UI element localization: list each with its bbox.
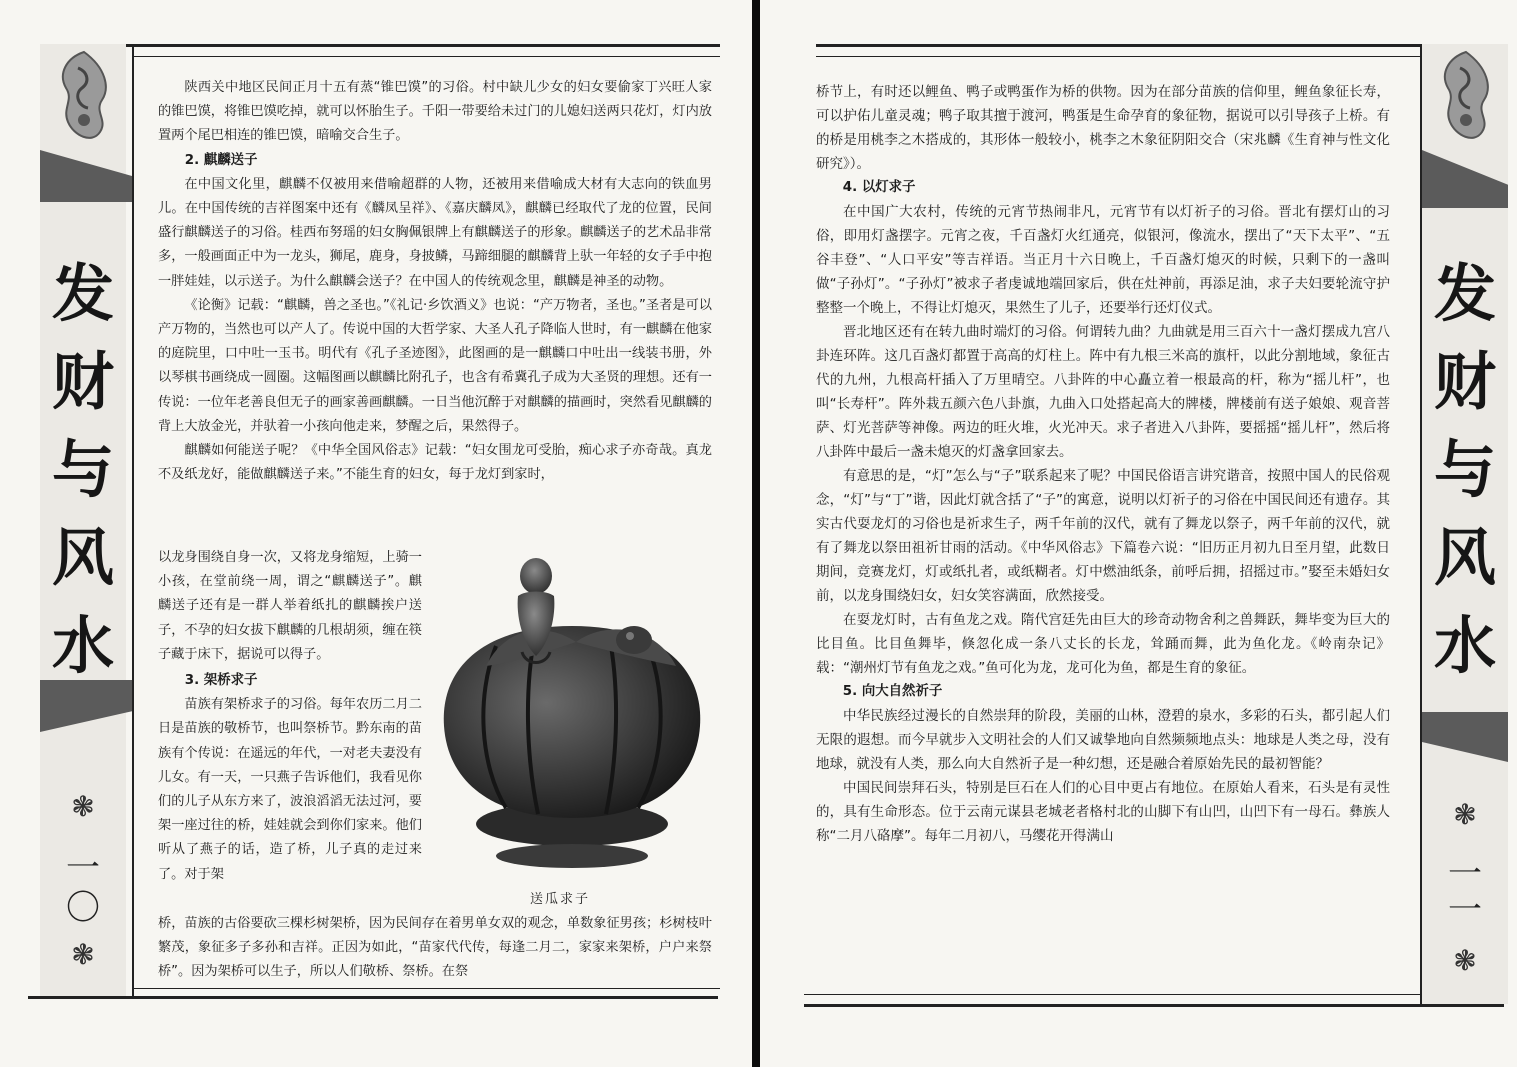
section-heading: 2. 麒麟送子	[184, 152, 258, 168]
right-page	[760, 0, 1517, 1067]
side-title-char: 发	[1433, 257, 1496, 330]
book-side-title	[40, 250, 126, 690]
page-number-char: 一	[1448, 890, 1482, 930]
paragraph: 中华民族经过漫长的自然崇拜的阶段，美丽的山林，澄碧的泉水，多彩的石头，都引起人们无限的遐想。而今早就步入文明社会的人们又诚挚地向自然频频地点头：地球是人类之母，没有地球，就没有人类，那么向大自然祈子是一种幻想，还是融合着原始先民的最初智能？	[816, 708, 1390, 773]
paragraph: 以龙身围绕自身一次，又将龙身缩短，上骑一小孩，在堂前绕一周，谓之“麒麟送子”。麒麟送子还有是一群人举着纸扎的麒麟挨户送子，不孕的妇女拔下麒麟的几根胡须，缠在筷子藏于床下，据说可以得子。	[158, 550, 422, 662]
section-heading: 4. 以灯求子	[842, 180, 916, 195]
side-title-char: 与	[1433, 433, 1496, 506]
page-number-char: 一	[1448, 854, 1482, 894]
top-rule	[816, 44, 1506, 47]
side-title-char: 水	[51, 609, 114, 682]
paragraph: 桥，苗族的古俗要砍三棵杉树架桥，因为民间存在着男单女双的观念，单数象征男孩；杉树枝叶繁茂，象征多子多孙和吉祥。正因为如此，“苗家代代传，每逢二月二，家家来架桥，户户来祭桥”。因为架桥可以生子，所以人们敬桥、祭桥。在祭	[158, 916, 712, 980]
text-frame-inner-top	[132, 56, 720, 57]
text-frame-inner-bottom	[132, 988, 720, 989]
left-main-text	[158, 76, 712, 487]
book-gutter	[752, 0, 760, 1067]
flower-ornament-icon: ❃	[1453, 798, 1477, 831]
paragraph: 在中国文化里，麒麟不仅被用来借喻超群的人物，还被用来借喻成大材有大志向的铁血男儿。在中国传统的吉祥图案中还有《麟凤呈祥》、《嘉庆麟凤》，麒麟已经取代了龙的位置，民间盛行麒麟送子的习俗。桂西布努瑶的妇女胸佩银牌上有麒麟送子的形象。麒麟送子的艺术品非常多，一般画面正中为一龙头，狮尾，鹿身，身披鳞，马蹄细腿的麒麟背上驮一年轻的女子手中抱一胖娃娃，以示送子。为什么麒麟会送子？在中国人的传统观念里，麒麟是神圣的动物。	[158, 176, 712, 289]
page-number-char: 一	[66, 848, 100, 888]
side-title-char: 财	[1433, 345, 1496, 418]
paragraph: 陕西关中地区民间正月十五有蒸“锥巴馍”的习俗。村中缺儿少女的妇女要偷家丁兴旺人家的锥巴馍，将锥巴馍吃掉，就可以怀胎生子。千阳一带要给未过门的儿媳妇送两只花灯，灯内放置两个尾巴相连的锥巴馍，暗喻交合生子。	[158, 80, 712, 144]
left-wrap-text	[158, 546, 422, 887]
page-number	[1422, 856, 1508, 928]
page-number-char: 〇	[66, 888, 100, 928]
section-heading: 5. 向大自然祈子	[842, 684, 943, 700]
side-title-char: 发	[51, 257, 114, 330]
top-rule	[40, 44, 720, 47]
paragraph: 麒麟如何能送子呢？《中华全国风俗志》记载：“妇女围龙可受胎，痴心求子亦奇哉。真龙不及纸龙好，能做麒麟送子来。”不能生育的妇女，每于龙灯到家时，	[158, 443, 712, 483]
paragraph: 有意思的是，“灯”怎么与“子”联系起来了呢？中国民俗语言讲究谐音，按照中国人的民俗观念，“灯”与“丁”谐，因此灯就含括了“子”的寓意，说明以灯祈子的习俗在中国民间还有遗存。其实古代耍龙灯的习俗也是祈求生子，两千年前的汉代，就有了舞龙以祭子，两千年前的汉代，就有了舞龙以祭田祖祈甘雨的活动。《中华风俗志》下篇卷六说：“旧历正月初九日至月望，此数日期间，竞赛龙灯，灯或纸扎者，或纸糊者。灯中燃油纸条，前呼后拥，招摇过市。”娶至未婚妇女前，以龙身围绕妇女，妇女笑容满面，欣然接受。	[816, 468, 1390, 605]
dragon-ornament-icon	[1430, 48, 1502, 152]
page-number	[40, 848, 126, 928]
flower-ornament-icon: ❃	[1453, 944, 1477, 977]
figure-caption: 送瓜求子	[529, 892, 590, 907]
side-title-char: 风	[51, 521, 114, 594]
book-side-title	[1422, 250, 1508, 690]
bottom-rule	[804, 1004, 1504, 1007]
text-frame-left-line	[132, 44, 134, 996]
paragraph: 苗族有架桥求子的习俗。每年农历二月二日是苗族的敬桥节，也叫祭桥节。黔东南的苗族有个传说：在遥远的年代，一对老夫妻没有儿女。有一天，一只燕子告诉他们，我看见你们的儿子从东方来了，波浪滔滔无法过河，要架一座过往的桥，娃娃就会到你们家来。他们听从了燕子的话，造了桥，儿子真的走过来了。对于架	[158, 697, 422, 882]
text-frame-inner-top	[816, 56, 1420, 57]
paragraph: 桥节上，有时还以鲤鱼、鸭子或鸭蛋作为桥的供物。因为在部分苗族的信仰里，鲤鱼象征长寿，可以护佑儿童灵魂；鸭子取其擅于渡河，鸭蛋是生命孕育的象征物，据说可以引导孩子上桥。有的桥是用桃李之木搭成的，其形体一般较小，桃李之木象征阴阳交合（宋兆麟《生育神与性文化研究》）。	[816, 84, 1390, 172]
text-frame-inner-bottom	[804, 994, 1420, 995]
side-title-char: 风	[1433, 521, 1496, 594]
paragraph: 在耍龙灯时，古有鱼龙之戏。隋代宫廷先由巨大的珍奇动物舍利之兽舞跃，舞毕变为巨大的比目鱼。比目鱼舞毕，倏忽化成一条八丈长的长龙，耸踊而舞，此为鱼化龙。《岭南杂记》载：“潮州灯节有鱼龙之戏。”鱼可化为龙，龙可化为鱼，都是生育的象征。	[816, 612, 1390, 677]
pumpkin-figure	[426, 556, 718, 876]
section-heading: 3. 架桥求子	[184, 673, 258, 689]
left-page	[0, 0, 752, 1067]
dragon-ornament-icon	[48, 48, 120, 152]
flower-ornament-icon: ❃	[71, 790, 95, 823]
right-main-text	[816, 80, 1390, 848]
side-title-char: 与	[51, 433, 114, 506]
side-title-char: 水	[1433, 609, 1496, 682]
flower-ornament-icon: ❃	[71, 938, 95, 971]
left-bottom-text	[158, 912, 712, 985]
paragraph: 在中国广大农村，传统的元宵节热闹非凡，元宵节有以灯祈子的习俗。晋北有摆灯山的习俗，即用灯盏摆字。元宵之夜，千百盏灯火红通亮，似银河，像流水，摆出了“天下太平”、“五谷丰登”、“人口平安”等吉祥语。当正月十六日晚上，千百盏灯熄灭的时候，只剩下的一盏叫做“子孙灯”。“子孙灯”被求子者虔诚地端回家后，供在灶神前，再添足油，求子夫妇要轮流守护整整一个晚上，不得让灯熄灭，果然生了儿子，还要举行还灯仪式。	[816, 204, 1390, 317]
paragraph: 中国民间崇拜石头，特别是巨石在人们的心目中更占有地位。在原始人看来，石头是有灵性的，具有生命形态。位于云南元谋县老城老者格村北的山脚下有山凹，山凹下有一母石。彝族人称“二月八硌摩”。每年二月初八，马缨花开得满山	[816, 780, 1390, 845]
paragraph: 《论衡》记载：“麒麟，兽之圣也。”《礼记·乡饮酒义》也说：“产万物者，圣也。”圣者是可以产万物的，当然也可以产人了。传说中国的大哲学家、大圣人孔子降临人世时，有一麒麟在他家的庭院里，口中吐一玉书。明代有《孔子圣迹图》，此图画的是一麒麟口中吐出一线装书册，外以琴棋书画绕成一圆圈。这幅图画以麒麟比附孔子，也含有希冀孔子成为大圣贤的理想。还有一传说：一位年老善良但无子的画家善画麒麟。一日当他沉醉于对麒麟的描画时，突然看见麒麟的背上大放金光，并驮着一小孩向他走来，梦醒之后，果然得子。	[158, 297, 712, 434]
paragraph: 晋北地区还有在转九曲时端灯的习俗。何谓转九曲？九曲就是用三百六十一盏灯摆成九宫八卦连环阵。这几百盏灯都置于高高的灯柱上。阵中有九根三米高的旗杆，以此分割地域，象征古代的九州，九根高杆插入了万里晴空。八卦阵的中心矗立着一根最高的杆，称为“摇儿杆”，也叫“长寿杆”。阵外栽五颜六色八卦旗，九曲入口处搭起高大的牌楼，牌楼前有送子娘娘、观音菩萨、灯光菩萨等神像。两边的旺火堆，火光冲天。求子者进入八卦阵，要摇摇“摇儿杆”，然后将八卦阵中最后一盏未熄灭的灯盏拿回家去。	[816, 324, 1390, 461]
side-title-char: 财	[51, 345, 114, 418]
bottom-rule	[28, 996, 718, 999]
